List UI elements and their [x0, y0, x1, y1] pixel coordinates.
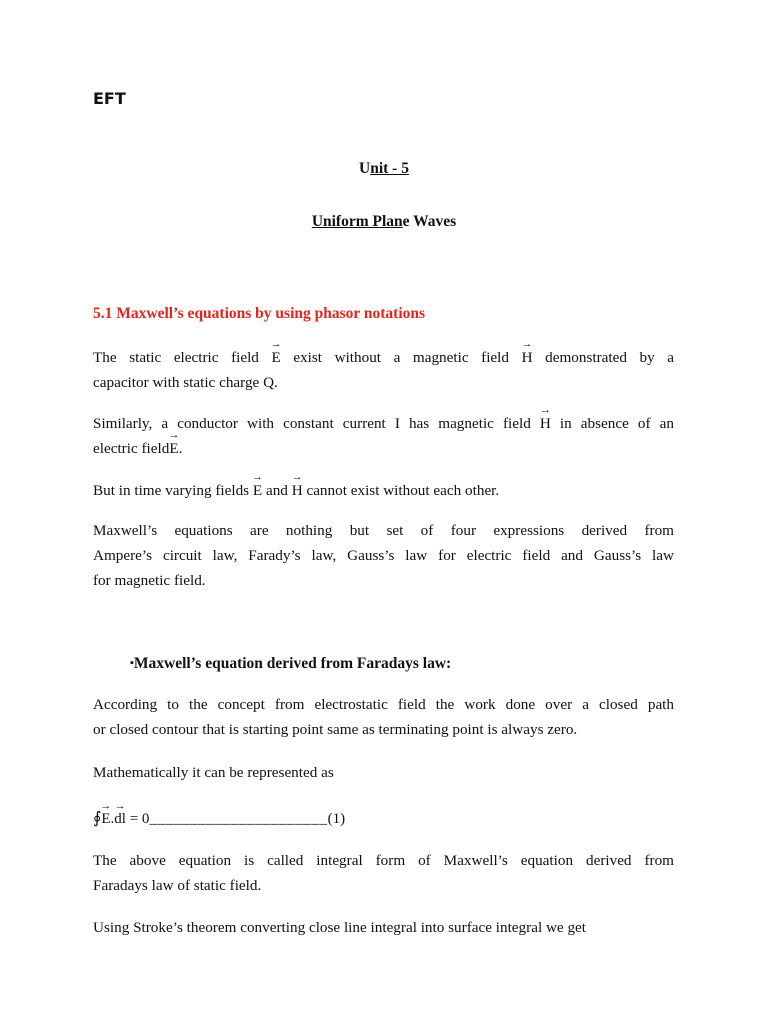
paragraph-line [93, 411, 674, 436]
text-run: and [262, 482, 292, 499]
paragraph-line: capacitor with static charge Q. [93, 374, 278, 391]
text-run: Similarly, a conductor with constant current I has magnetic field [93, 415, 540, 432]
paragraph-static-field [93, 345, 674, 395]
vector-e: → E [271, 350, 280, 365]
paragraph-time-varying [93, 478, 674, 503]
paragraph-line: for magnetic field. [93, 572, 206, 589]
paragraph-line [93, 345, 674, 370]
paragraph-line: Maxwell’s equations are nothing but set of four expressions derived from [93, 522, 674, 539]
paragraph-conductor [93, 411, 674, 461]
document-header: EFT [93, 89, 126, 108]
dot-operator: . [110, 811, 115, 827]
text-run: cannot exist without each other. [302, 482, 500, 499]
text-run: . [178, 440, 183, 457]
equation-1 [93, 807, 345, 830]
bullet-marker: ▪ [130, 657, 134, 669]
contour-integral-symbol: ∮ [93, 808, 102, 827]
text-run: The static electric field [93, 349, 272, 366]
paragraph-line: Faradays law of static field. [93, 877, 262, 894]
equation-number: (1) [327, 811, 346, 827]
chapter-title-underlined: Uniform Plan [311, 213, 403, 230]
paragraph-line: The above equation is called integral form of Maxwell’s equation derived from [93, 852, 674, 869]
paragraph-line [93, 436, 674, 461]
paragraph-line: Ampere’s circuit law, Farady’s law, Gauss’s law for electric field and Gauss’s law [93, 547, 674, 564]
vector-e: → E [169, 441, 178, 456]
text-run: electric field [93, 440, 170, 457]
paragraph-line [93, 478, 674, 503]
vector-h: → H [292, 483, 303, 498]
paragraph-line: or closed contour that is starting point same as terminating point is always zero. [93, 721, 578, 738]
equation-leader-dashes: ______________________ [149, 811, 328, 827]
vector-e: → E [253, 483, 262, 498]
equals-zero: = 0 [125, 811, 150, 827]
unit-title [0, 160, 768, 178]
chapter-title [0, 213, 768, 231]
bullet-heading-text: Maxwell’s equation derived from Faradays law: [133, 655, 452, 672]
text-run: in absence of an [550, 415, 674, 432]
bullet-heading [130, 655, 451, 673]
unit-number: nit - 5 [370, 160, 409, 177]
text-run: demonstrated by a [532, 349, 675, 366]
text-run: But in time varying fields [93, 482, 253, 499]
paragraph-integral-form [93, 848, 674, 898]
paragraph-stokes-theorem: Using Stroke’s theorem converting close line integral into surface integral we get [93, 919, 587, 936]
paragraph-electrostatic-work [93, 692, 674, 742]
text-run: exist without a magnetic field [280, 349, 522, 366]
chapter-title-tail: e Waves [402, 213, 457, 230]
vector-e: → E [101, 812, 110, 827]
vector-dl: → dl [114, 812, 126, 827]
vector-h: → H [522, 350, 533, 365]
section-heading: 5.1 Maxwell’s equations by using phasor notations [93, 305, 426, 322]
paragraph-mathematically: Mathematically it can be represented as [93, 764, 334, 781]
vector-h: → H [540, 416, 551, 431]
paragraph-line: According to the concept from electrostatic field the work done over a closed path [93, 696, 674, 713]
paragraph-maxwell-definition [93, 518, 674, 593]
unit-prefix: U [359, 160, 371, 177]
